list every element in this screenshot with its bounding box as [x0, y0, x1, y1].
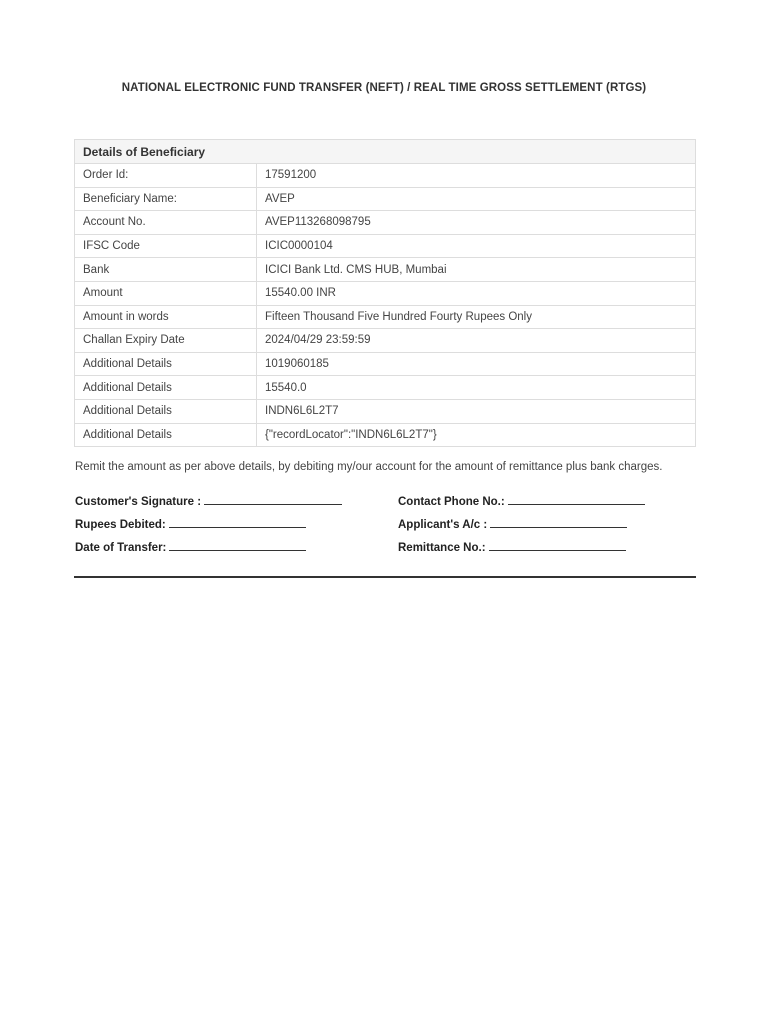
table-row [75, 423, 696, 447]
row-label: Order Id: [75, 164, 257, 188]
table-row [75, 329, 696, 353]
row-value: 17591200 [257, 164, 696, 188]
contact-phone-field[interactable] [398, 493, 645, 508]
row-value: 15540.0 [257, 376, 696, 400]
table-row [75, 376, 696, 400]
row-value: AVEP113268098795 [257, 211, 696, 235]
contact-phone-label: Contact Phone No.: [398, 496, 505, 508]
beneficiary-details-table [74, 139, 696, 447]
row-label: Challan Expiry Date [75, 329, 257, 353]
applicant-ac-field[interactable] [398, 516, 627, 531]
table-row [75, 211, 696, 235]
row-label: Bank [75, 258, 257, 282]
table-row [75, 164, 696, 188]
row-value: ICIC0000104 [257, 234, 696, 258]
customer-signature-label: Customer's Signature : [75, 496, 202, 508]
row-value: 1019060185 [257, 352, 696, 376]
row-value: 2024/04/29 23:59:59 [257, 329, 696, 353]
row-label: Account No. [75, 211, 257, 235]
row-value: Fifteen Thousand Five Hundred Fourty Rupees Only [257, 305, 696, 329]
row-label: Additional Details [75, 376, 257, 400]
applicant-ac-label: Applicant's A/c : [398, 519, 488, 531]
row-value: INDN6L6L2T7 [257, 399, 696, 423]
applicant-ac-line[interactable] [490, 516, 627, 528]
bottom-divider [74, 576, 696, 578]
date-of-transfer-line[interactable] [169, 539, 306, 551]
table-row [75, 258, 696, 282]
rupees-debited-field[interactable] [75, 516, 306, 531]
date-of-transfer-label: Date of Transfer: [75, 542, 167, 554]
row-value: {"recordLocator":"INDN6L6L2T7"} [257, 423, 696, 447]
rupees-debited-line[interactable] [169, 516, 306, 528]
table-row [75, 187, 696, 211]
row-label: Amount [75, 281, 257, 305]
row-label: Additional Details [75, 399, 257, 423]
table-row [75, 399, 696, 423]
row-value: AVEP [257, 187, 696, 211]
row-label: IFSC Code [75, 234, 257, 258]
row-label: Amount in words [75, 305, 257, 329]
table-row [75, 234, 696, 258]
table-header: Details of Beneficiary [75, 140, 696, 164]
remittance-no-line[interactable] [489, 539, 626, 551]
remittance-no-label: Remittance No.: [398, 542, 486, 554]
row-value: 15540.00 INR [257, 281, 696, 305]
table-row [75, 352, 696, 376]
row-value: ICICI Bank Ltd. CMS HUB, Mumbai [257, 258, 696, 282]
table-row [75, 305, 696, 329]
remittance-no-field[interactable] [398, 539, 626, 554]
table-header-row [75, 140, 696, 164]
remit-note: Remit the amount as per above details, by debiting my/our account for the amount of remittance plus bank charges. [75, 461, 663, 473]
customer-signature-field[interactable] [75, 493, 342, 508]
row-label: Additional Details [75, 423, 257, 447]
table-row [75, 281, 696, 305]
contact-phone-line[interactable] [508, 493, 645, 505]
customer-signature-line[interactable] [204, 493, 342, 505]
page-title: NATIONAL ELECTRONIC FUND TRANSFER (NEFT) / REAL TIME GROSS SETTLEMENT (RTGS) [121, 82, 647, 94]
rupees-debited-label: Rupees Debited: [75, 519, 166, 531]
date-of-transfer-field[interactable] [75, 539, 306, 554]
row-label: Beneficiary Name: [75, 187, 257, 211]
row-label: Additional Details [75, 352, 257, 376]
